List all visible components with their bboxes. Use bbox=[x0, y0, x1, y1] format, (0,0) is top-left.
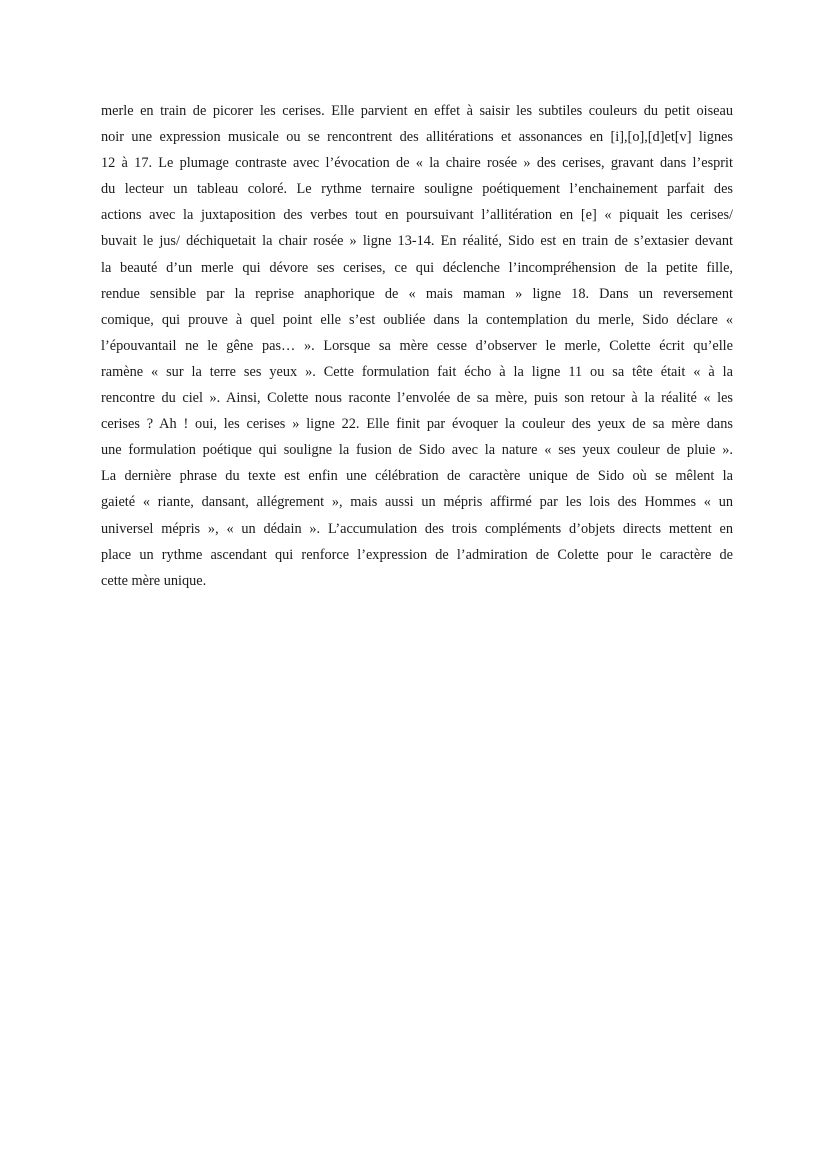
text-line: actions avec la juxtaposition des verbes tout en poursuivant l’allitération en [e] « piquait les cerises/ bbox=[101, 207, 733, 224]
text-line: cerises ? Ah ! oui, les cerises » ligne 22. Elle finit par évoquer la couleur des yeux de sa mère dans bbox=[101, 416, 733, 433]
text-line: comique, qui prouve à quel point elle s’est oubliée dans la contemplation du merle, Sido déclare « bbox=[101, 311, 733, 328]
text-line: gaieté « riante, dansant, allégrement », mais aussi un mépris affirmé par les lois des Hommes « un bbox=[101, 494, 733, 511]
text-line-last: cette mère unique. bbox=[101, 572, 207, 589]
text-line: La dernière phrase du texte est enfin une célébration de caractère unique de Sido où se mêlent la bbox=[101, 468, 733, 485]
text-line: du lecteur un tableau coloré. Le rythme ternaire souligne poétiquement l’enchainement parfait des bbox=[101, 181, 733, 198]
text-line: merle en train de picorer les cerises. Elle parvient en effet à saisir les subtiles couleurs du petit oiseau bbox=[101, 103, 733, 119]
text-line: la beauté d’un merle qui dévore ses cerises, ce qui déclenche l’incompréhension de la petite fille, bbox=[101, 259, 733, 276]
text-line: buvait le jus/ déchiquetait la chair rosée » ligne 13-14. En réalité, Sido est en train de s’extasier devant bbox=[101, 233, 733, 250]
text-line: rencontre du ciel ». Ainsi, Colette nous raconte l’envolée de sa mère, puis son retour à la réalité « les bbox=[101, 390, 733, 407]
text-line: universel mépris », « un dédain ». L’accumulation des trois compléments d’objets directs mettent en bbox=[101, 520, 733, 537]
text-line: 12 à 17. Le plumage contraste avec l’évocation de « la chaire rosée » des cerises, gravant dans l’esprit bbox=[101, 155, 733, 172]
text-line: une formulation poétique qui souligne la fusion de Sido avec la nature « ses yeux couleur de pluie ». bbox=[101, 442, 733, 459]
text-line: noir une expression musicale ou se rencontrent des allitérations et assonances en [i],[o],[d]et[v] lignes bbox=[101, 129, 733, 146]
text-line: rendue sensible par la reprise anaphorique de « mais maman » ligne 18. Dans un reversement bbox=[101, 285, 733, 302]
text-line: l’épouvantail ne le gêne pas… ». Lorsque sa mère cesse d’observer le merle, Colette écrit qu’elle bbox=[101, 337, 733, 354]
body-text bbox=[101, 98, 733, 594]
text-line: ramène « sur la terre ses yeux ». Cette formulation fait écho à la ligne 11 ou sa tête était « à la bbox=[101, 363, 733, 380]
text-line: place un rythme ascendant qui renforce l’expression de l’admiration de Colette pour le caractère de bbox=[101, 546, 733, 563]
